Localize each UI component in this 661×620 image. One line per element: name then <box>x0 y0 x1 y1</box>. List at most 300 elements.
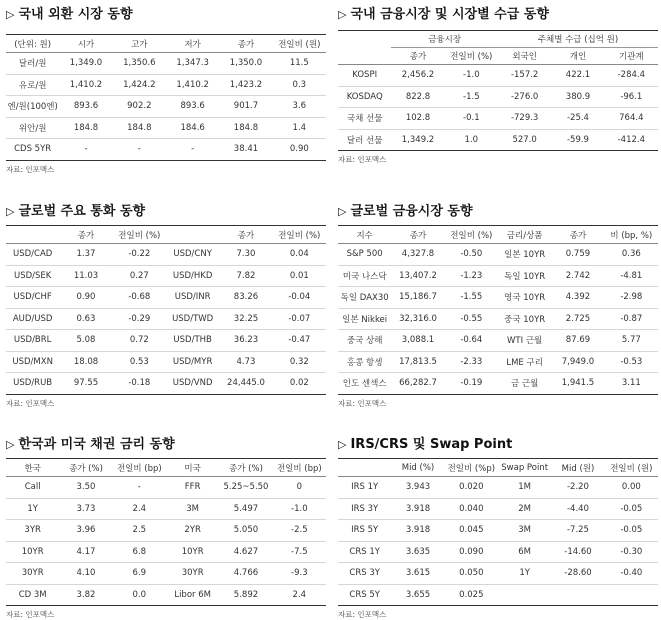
table-cell: 0.050 <box>459 568 484 579</box>
table-cell: 102.8 <box>405 113 431 124</box>
table-cell: -7.25 <box>566 525 589 536</box>
triangle-icon: ▷ <box>338 8 347 21</box>
table-cell: 1,349.0 <box>69 58 103 69</box>
table-cell: -284.4 <box>617 70 646 81</box>
table-cell: -9.3 <box>291 568 308 579</box>
table-cell: Libor 6M <box>174 589 211 600</box>
table-cell: -0.04 <box>288 292 311 303</box>
table-cell: IRS 1Y <box>351 482 379 493</box>
triangle-icon: ▷ <box>6 438 15 451</box>
table-cell: -4.81 <box>620 270 643 281</box>
triangle-icon: ▷ <box>6 8 15 21</box>
fin-global-table <box>338 225 658 395</box>
table-cell: 422.1 <box>565 70 591 81</box>
table-row <box>6 520 326 542</box>
table-cell: 32.25 <box>233 313 259 324</box>
table-cell: -0.87 <box>620 313 643 324</box>
table-cell: 3.50 <box>76 482 96 493</box>
table-cell: 3.6 <box>292 101 307 112</box>
table-row <box>6 477 326 499</box>
table-cell: 893.6 <box>73 101 99 112</box>
col-header: 비 (bp, %) <box>605 226 658 244</box>
table-cell: 13,407.2 <box>399 270 437 281</box>
table-cell: 4,327.8 <box>401 249 435 260</box>
table-cell: 달러/원 <box>18 59 47 70</box>
source-note: 자료: 인포맥스 <box>6 610 55 619</box>
table-cell: -1.0 <box>291 503 308 514</box>
header-row <box>6 226 326 244</box>
table-row <box>338 477 658 499</box>
table-cell: 893.6 <box>180 101 205 112</box>
panel-fin-kr <box>338 6 658 165</box>
table-cell: AUD/USD <box>12 313 53 324</box>
fx-global-table <box>6 225 326 395</box>
table-cell: WTI 근월 <box>507 336 543 347</box>
col-header: 전일비 (%) <box>113 226 166 244</box>
table-cell: 4.10 <box>76 568 96 579</box>
source-note: 자료: 인포맥스 <box>6 164 55 174</box>
table-cell: - <box>191 144 195 155</box>
table-cell: 97.55 <box>73 378 99 389</box>
table-cell: 0.90 <box>289 144 309 155</box>
table-cell: 독일 10YR <box>504 271 546 282</box>
table-cell: -14.60 <box>564 546 592 557</box>
table-cell: 7,949.0 <box>561 356 595 367</box>
table-row <box>338 330 658 352</box>
table-cell: 미국 나스닥 <box>342 271 387 282</box>
table-cell: 3.918 <box>405 525 431 536</box>
table-cell: 0.02 <box>289 378 309 389</box>
table-cell: 3M <box>518 525 532 536</box>
table-cell: 0.27 <box>129 270 149 281</box>
table-cell: 3YR <box>24 525 41 536</box>
table-cell: 6M <box>518 546 532 557</box>
table-cell: 2YR <box>184 525 201 536</box>
table-cell: -0.07 <box>288 313 311 324</box>
col-header: 외국인 <box>498 48 551 65</box>
table-cell: 30YR <box>181 568 204 579</box>
table-row <box>6 139 326 161</box>
panel-bond <box>6 436 326 620</box>
table-cell: 10YR <box>181 546 204 557</box>
triangle-icon: ▷ <box>338 205 347 218</box>
table-cell: 380.9 <box>565 91 591 102</box>
table-cell: -1.0 <box>463 70 480 81</box>
col-header: 전일비 (%p) <box>445 459 498 477</box>
table-cell: 1,347.3 <box>176 58 209 69</box>
table-cell: 1,410.2 <box>69 79 103 90</box>
table-cell: KOSPI <box>352 70 378 81</box>
group-header-flow: 주체별 수급 (십억 원) <box>498 31 658 48</box>
col-header: 종가 <box>391 48 444 65</box>
table-cell: USD/CAD <box>13 249 53 260</box>
table-cell: 5.25~5.50 <box>223 482 269 493</box>
table-cell <box>605 584 658 606</box>
table-cell: -2.33 <box>460 356 483 367</box>
table-cell: 1,941.5 <box>561 378 595 389</box>
table-cell: 3.96 <box>76 525 96 536</box>
col-header: 전일비 (bp) <box>113 459 166 477</box>
table-cell: 0.72 <box>129 335 149 346</box>
table-cell: 0.759 <box>565 249 591 260</box>
table-cell: 인도 센섹스 <box>342 379 387 390</box>
table-row <box>338 108 658 130</box>
table-row <box>6 330 326 352</box>
table-cell: 0.3 <box>292 79 307 90</box>
table-cell: 15,186.7 <box>399 292 437 303</box>
table-cell: 0.36 <box>621 249 641 260</box>
table-cell: Call <box>24 482 41 493</box>
table-row <box>338 373 658 395</box>
col-header: 고가 <box>113 35 166 53</box>
table-cell: -0.1 <box>463 113 480 124</box>
table-cell: 5.497 <box>233 503 259 514</box>
table-cell: - <box>137 144 141 155</box>
table-cell: 0.04 <box>289 249 309 260</box>
table-cell: -28.60 <box>564 568 592 579</box>
col-header: Mid (%) <box>391 459 444 477</box>
col-header: 금리/상품 <box>498 226 551 244</box>
table-cell: USD/SEK <box>13 270 52 281</box>
table-cell: 0.53 <box>129 356 149 367</box>
table-cell: 국채 선물 <box>346 114 383 125</box>
table-cell: -0.68 <box>128 292 151 303</box>
table-cell: 10YR <box>21 546 44 557</box>
table-cell: 중국 10YR <box>504 314 546 325</box>
table-cell: 5.892 <box>233 589 259 600</box>
table-cell: 527.0 <box>512 134 537 145</box>
table-cell: 18.08 <box>73 356 99 367</box>
col-header: 종가 <box>59 226 112 244</box>
table-cell: 1Y <box>519 568 530 579</box>
table-cell: 5.77 <box>621 335 641 346</box>
col-header: 전일비 (%) <box>273 226 326 244</box>
table-cell: CDS 5YR <box>14 144 52 155</box>
table-cell: 66,282.7 <box>399 378 437 389</box>
table-cell: 184.6 <box>180 122 205 133</box>
table-cell: -276.0 <box>510 91 539 102</box>
col-header: 종가 (%) <box>59 459 112 477</box>
panel-title: ▷ 글로벌 금융시장 동향 <box>338 204 473 219</box>
table-row <box>6 265 326 287</box>
table-cell <box>551 584 604 606</box>
table-row <box>338 563 658 585</box>
table-cell: 17,813.5 <box>399 356 437 367</box>
col-header: 종가 <box>219 226 272 244</box>
table-cell: 달러 선물 <box>346 135 383 146</box>
table-cell: 2.4 <box>132 503 147 514</box>
table-row <box>338 498 658 520</box>
table-cell: 0.025 <box>459 589 484 600</box>
col-header <box>166 226 219 244</box>
col-header: 지수 <box>338 226 391 244</box>
table-cell: 1,410.2 <box>176 79 209 90</box>
panel-title: ▷ 글로벌 주요 통화 동향 <box>6 204 146 219</box>
table-cell: 7.30 <box>236 249 256 260</box>
table-row <box>6 244 326 266</box>
panel-fin-global <box>338 203 658 409</box>
table-cell: 184.8 <box>127 122 152 133</box>
table-cell: 2.725 <box>565 313 591 324</box>
table-row <box>6 308 326 330</box>
table-cell: 5.08 <box>76 335 96 346</box>
table-cell: 1,424.2 <box>123 79 156 90</box>
table-cell: 1.37 <box>76 249 96 260</box>
col-header: Swap Point <box>498 459 551 477</box>
col-header: 전일비 (원) <box>605 459 658 477</box>
table-cell: 83.26 <box>233 292 259 303</box>
table-cell: 901.7 <box>233 101 259 112</box>
table-cell: -7.5 <box>291 546 308 557</box>
table-row <box>338 287 658 309</box>
table-row <box>6 96 326 118</box>
panel-irs <box>338 436 658 620</box>
table-cell: 3.655 <box>405 589 431 600</box>
table-cell: - <box>137 482 141 493</box>
table-cell: -0.22 <box>128 249 151 260</box>
table-row <box>338 129 658 151</box>
table-cell: 일본 Nikkei <box>342 314 388 325</box>
table-cell: USD/INR <box>174 292 211 303</box>
panel-title: ▷ 국내 외환 시장 동향 <box>6 7 133 22</box>
col-header: 전일비 (%) <box>445 226 498 244</box>
table-cell: 2.5 <box>132 525 147 536</box>
table-cell: -0.30 <box>620 546 643 557</box>
table-cell: 6.8 <box>132 546 147 557</box>
panel-title: ▷ 한국과 미국 채권 금리 동향 <box>6 437 175 452</box>
table-cell: USD/CNY <box>173 249 212 260</box>
table-row <box>6 584 326 606</box>
table-cell: -96.1 <box>620 91 643 102</box>
source-note: 자료: 인포맥스 <box>338 155 387 164</box>
table-cell: -1.55 <box>460 292 483 303</box>
table-cell: - <box>84 144 88 155</box>
col-header: 한국 <box>6 459 59 477</box>
table-cell: 38.41 <box>233 144 259 155</box>
table-cell: 32,316.0 <box>399 313 437 324</box>
table-cell: 금 근월 <box>510 379 539 390</box>
irs-table <box>338 458 658 606</box>
table-cell: IRS 3Y <box>351 503 379 514</box>
table-cell: 0.00 <box>621 482 641 493</box>
table-row <box>338 244 658 266</box>
col-header: 종가 <box>551 226 604 244</box>
table-cell: USD/THB <box>173 335 212 346</box>
header-row <box>338 48 658 65</box>
table-row <box>338 520 658 542</box>
table-cell: -0.40 <box>620 568 643 579</box>
table-cell: -157.2 <box>510 70 539 81</box>
table-cell: 0.0 <box>132 589 147 600</box>
table-cell: 0.090 <box>459 546 484 557</box>
table-cell: -412.4 <box>617 134 646 145</box>
source-note: 자료: 인포맥스 <box>338 610 387 619</box>
triangle-icon: ▷ <box>338 438 347 451</box>
table-row <box>6 287 326 309</box>
table-cell: 822.8 <box>405 91 431 102</box>
table-cell: 87.69 <box>565 335 591 346</box>
table-cell: 4.73 <box>236 356 256 367</box>
table-cell: -0.05 <box>620 525 643 536</box>
table-cell: 2M <box>518 503 532 514</box>
table-row <box>338 308 658 330</box>
table-cell: -729.3 <box>510 113 539 124</box>
panel-title: ▷ IRS/CRS 및 Swap Point <box>338 437 513 452</box>
source-note: 자료: 인포맥스 <box>338 398 387 408</box>
table-cell: USD/VND <box>172 378 213 389</box>
table-cell: 홍콩 항셍 <box>346 357 383 368</box>
table-cell: -2.5 <box>291 525 308 536</box>
table-cell: 184.8 <box>233 122 259 133</box>
col-header: 전일비 (%) <box>445 48 498 65</box>
table-cell: 1.4 <box>292 122 307 133</box>
table-row <box>338 584 658 606</box>
table-cell: -0.53 <box>620 356 643 367</box>
table-cell: 영국 10YR <box>504 293 546 304</box>
table-cell: -0.64 <box>460 335 483 346</box>
table-cell: 1M <box>518 482 532 493</box>
table-cell: -0.47 <box>288 335 311 346</box>
table-cell: USD/HKD <box>172 270 213 281</box>
table-row <box>6 117 326 139</box>
table-cell: 1.0 <box>464 134 479 145</box>
table-cell: USD/TWD <box>172 313 214 324</box>
table-cell: FFR <box>184 482 201 493</box>
panel-title: ▷ 국내 금융시장 및 시장별 수급 동향 <box>338 7 549 22</box>
table-cell: 2,456.2 <box>401 70 435 81</box>
table-cell: -0.50 <box>460 249 483 260</box>
col-header: 개인 <box>551 48 604 65</box>
table-cell: LME 구리 <box>506 357 543 368</box>
table-cell: 1,350.0 <box>229 58 263 69</box>
table-cell: 0.040 <box>459 503 484 514</box>
col-header: 시가 <box>59 35 112 53</box>
table-cell: 2.742 <box>565 270 591 281</box>
col-header: 종가 <box>219 35 272 53</box>
table-cell: CRS 3Y <box>349 568 380 579</box>
table-cell: 3.918 <box>405 503 431 514</box>
table-row <box>6 351 326 373</box>
col-header: 종가 (%) <box>219 459 272 477</box>
table-cell <box>498 584 551 606</box>
table-cell: 위안/원 <box>18 123 47 134</box>
table-cell: USD/MYR <box>172 356 213 367</box>
table-cell: 1,349.2 <box>401 134 435 145</box>
triangle-icon: ▷ <box>6 205 15 218</box>
table-cell: S&P 500 <box>346 249 383 260</box>
col-header: 저가 <box>166 35 219 53</box>
col-header: 종가 <box>391 226 444 244</box>
table-cell: 0.020 <box>459 482 484 493</box>
table-cell: KOSDAQ <box>346 91 383 102</box>
table-cell: -1.5 <box>463 91 480 102</box>
table-row <box>338 541 658 563</box>
table-cell: -59.9 <box>566 134 589 145</box>
table-cell: 3,088.1 <box>401 335 435 346</box>
table-cell: CRS 1Y <box>349 546 380 557</box>
col-header: Mid (원) <box>551 459 604 477</box>
table-row <box>338 265 658 287</box>
table-cell: USD/RUB <box>13 378 53 389</box>
table-cell: 30YR <box>21 568 44 579</box>
table-cell: IRS 5Y <box>351 525 379 536</box>
col-header: 전일비 (bp) <box>273 459 326 477</box>
header-row <box>6 35 326 53</box>
table-cell: 중국 상해 <box>346 336 383 347</box>
table-cell: 902.2 <box>127 101 152 112</box>
table-cell: 3.73 <box>76 503 96 514</box>
table-cell: CD 3M <box>18 589 47 600</box>
table-cell: 엔/원(100엔) <box>7 102 58 113</box>
table-cell: 5.050 <box>233 525 259 536</box>
table-row <box>6 74 326 96</box>
table-cell: 3.635 <box>405 546 431 557</box>
col-header: 미국 <box>166 459 219 477</box>
table-cell: -0.18 <box>128 378 151 389</box>
table-cell: 3M <box>186 503 200 514</box>
table-cell: 0.01 <box>289 270 309 281</box>
table-cell: 36.23 <box>233 335 259 346</box>
table-cell: 764.4 <box>619 113 644 124</box>
table-cell: 4.392 <box>565 292 591 303</box>
table-cell: 0.32 <box>289 356 309 367</box>
fx-kr-table <box>6 34 326 161</box>
table-cell: 3.11 <box>621 378 641 389</box>
table-row <box>6 541 326 563</box>
table-cell: -25.4 <box>566 113 589 124</box>
table-cell: 유로/원 <box>18 80 47 91</box>
table-cell: 독일 DAX30 <box>340 293 389 304</box>
table-cell: 3.82 <box>76 589 96 600</box>
table-row <box>6 498 326 520</box>
table-cell: 11.5 <box>289 58 309 69</box>
table-row <box>338 86 658 108</box>
table-cell: -2.98 <box>620 292 643 303</box>
table-cell: 2.4 <box>292 589 307 600</box>
col-header: 기관계 <box>605 48 658 65</box>
table-cell: -2.20 <box>566 482 589 493</box>
table-cell: 4.627 <box>233 546 259 557</box>
table-cell: 4.766 <box>233 568 259 579</box>
table-row <box>338 65 658 87</box>
col-header <box>6 226 59 244</box>
table-cell: 3.615 <box>405 568 431 579</box>
group-header-market: 금융시장 <box>391 31 498 48</box>
header-row <box>6 459 326 477</box>
table-cell: 4.17 <box>76 546 96 557</box>
table-cell: -0.19 <box>460 378 483 389</box>
table-cell: -0.55 <box>460 313 483 324</box>
table-row <box>6 373 326 395</box>
table-cell: -0.05 <box>620 503 643 514</box>
table-cell: USD/BRL <box>13 335 52 346</box>
table-cell: -1.23 <box>460 270 483 281</box>
source-note: 자료: 인포맥스 <box>6 398 55 408</box>
table-cell: 일본 10YR <box>504 250 546 261</box>
table-cell: 3.943 <box>405 482 431 493</box>
col-header <box>338 459 391 477</box>
table-row <box>6 53 326 75</box>
table-cell: -4.40 <box>566 503 589 514</box>
table-cell: 1,350.6 <box>123 58 156 69</box>
table-cell: USD/CHF <box>13 292 52 303</box>
table-cell: 1,423.2 <box>229 79 263 90</box>
table-cell: 6.9 <box>132 568 147 579</box>
table-cell: 11.03 <box>73 270 99 281</box>
table-cell: CRS 5Y <box>349 589 380 600</box>
table-cell: 0.63 <box>76 313 96 324</box>
bond-table <box>6 458 326 606</box>
